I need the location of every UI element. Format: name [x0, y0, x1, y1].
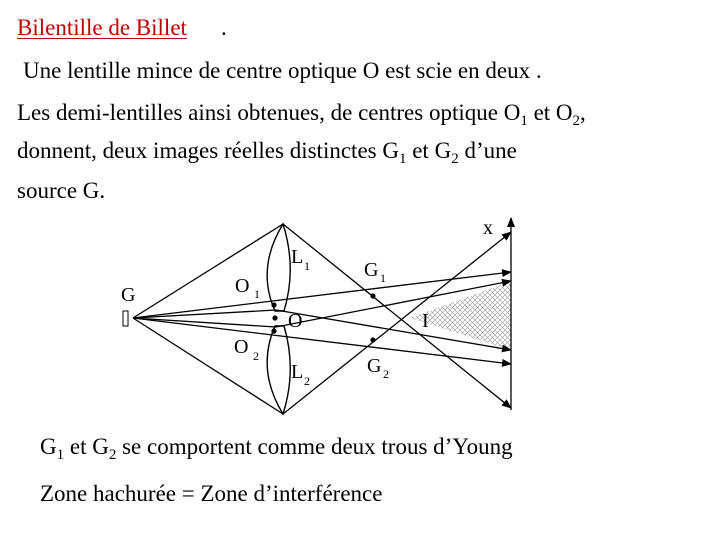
- label-G1-sub: 1: [380, 271, 386, 285]
- label-O1: O: [235, 275, 250, 297]
- point-G2: [370, 337, 375, 342]
- ray-edge-bottom-in: [133, 318, 276, 327]
- lens-half-L1: [267, 224, 290, 311]
- title-text: Bilentille de Billet: [17, 15, 187, 40]
- line2-part-a: Les demi-lentilles ainsi obtenues, de centres optique O: [17, 100, 521, 125]
- bottom1-part-b: et G: [64, 434, 109, 459]
- bottom1-sub-2: 2: [108, 447, 117, 463]
- label-O: O: [288, 310, 303, 332]
- line3-sub-1: 1: [398, 151, 407, 167]
- intro-line-1: Une lentille mince de centre optique O est scie en deux .: [23, 58, 542, 83]
- point-G1: [370, 293, 375, 298]
- bottom1-part-a: G: [40, 434, 57, 459]
- line2-sub-2: 2: [572, 113, 581, 129]
- label-O2-sub: 2: [253, 349, 259, 363]
- title-dot: .: [221, 15, 227, 40]
- label-G2: G: [367, 355, 382, 377]
- label-O2: O: [234, 336, 249, 358]
- line3-part-b: et G: [406, 138, 452, 163]
- label-L1: L: [291, 246, 304, 268]
- source-G-marker: [123, 311, 128, 326]
- line3-part-a: donnent, deux images réelles distinctes G: [17, 138, 399, 163]
- label-I: I: [422, 310, 429, 332]
- ray-edge-top-in: [133, 310, 276, 318]
- point-O1: [271, 302, 276, 307]
- line2-part-c: ,: [580, 100, 586, 125]
- conclusion-line-2: Zone hachurée = Zone d’interférence: [40, 481, 383, 506]
- label-L1-sub: 1: [304, 259, 310, 273]
- label-G1: G: [364, 259, 379, 281]
- label-x: x: [483, 217, 493, 239]
- bottom1-sub-1: 1: [56, 447, 65, 463]
- ray-marginal-top-in: [133, 224, 283, 318]
- label-G2-sub: 2: [383, 367, 389, 381]
- line3-sub-2: 2: [451, 151, 459, 167]
- bottom1-part-c: se comportent comme deux trous d’Young: [116, 434, 513, 459]
- conclusion-line-1: [40, 433, 513, 461]
- label-L2-sub: 2: [304, 374, 310, 388]
- label-L2: L: [291, 361, 304, 383]
- label-O1-sub: 1: [254, 287, 260, 301]
- intro-line-4: source G.: [17, 178, 106, 203]
- ray-marginal-bottom-in: [133, 318, 283, 414]
- point-O: [272, 315, 277, 320]
- line2-part-b: et O: [527, 100, 573, 125]
- point-O2: [271, 328, 276, 333]
- line3-part-c: d’une: [458, 138, 517, 163]
- line2-sub-1: 1: [520, 113, 528, 129]
- label-G: G: [121, 284, 136, 306]
- lens-half-L2: [267, 326, 290, 414]
